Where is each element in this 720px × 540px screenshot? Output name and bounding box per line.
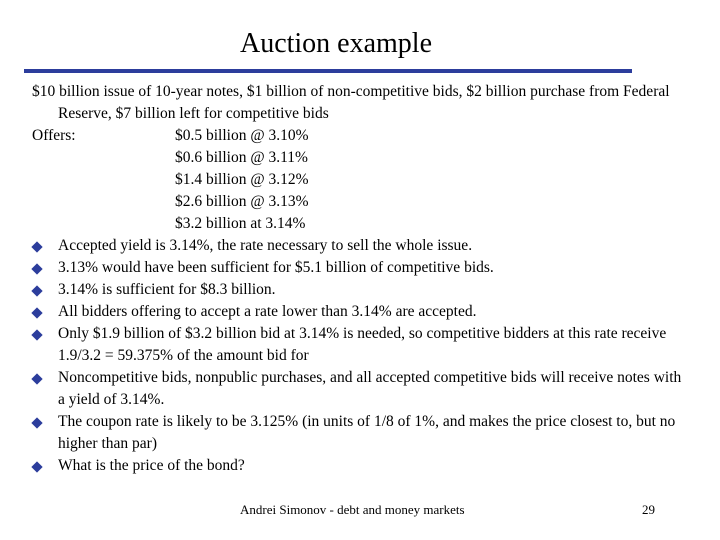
- bullet-text: What is the price of the bond?: [58, 457, 245, 474]
- offers-label: Offers:: [32, 127, 76, 144]
- slide-body: [32, 81, 692, 477]
- bullet-item: [32, 367, 692, 411]
- offers-row: [32, 191, 692, 213]
- bullet-text: 3.14% is sufficient for $8.3 billion.: [58, 281, 276, 298]
- diamond-bullet-icon: [31, 307, 42, 318]
- intro-paragraph: $10 billion issue of 10-year notes, $1 billion of non-competitive bids, $2 billion purchase from Federal Reserve, $7 billion left for competitive bids: [32, 83, 670, 122]
- bullet-text: All bidders offering to accept a rate lower than 3.14% are accepted.: [58, 303, 477, 320]
- offer-item: $0.5 billion @ 3.10%: [175, 127, 309, 144]
- bullet-text: Only $1.9 billion of $3.2 billion bid at 3.14% is needed, so competitive bidders at this rate receive 1.9/3.2 = 59.375% of the amount bid for: [58, 325, 667, 364]
- bullet-text: Noncompetitive bids, nonpublic purchases, and all accepted competitive bids will receive notes with a yield of 3.14%.: [58, 369, 682, 408]
- bullet-text: 3.13% would have been sufficient for $5.1 billion of competitive bids.: [58, 259, 494, 276]
- bullet-item: [32, 455, 692, 477]
- offers-row: [32, 169, 692, 191]
- slide-title: Auction example: [239, 28, 433, 59]
- bullet-item: [32, 235, 692, 257]
- diamond-bullet-icon: [31, 329, 42, 340]
- diamond-bullet-icon: [31, 263, 42, 274]
- offer-item: $0.6 billion @ 3.11%: [175, 149, 308, 166]
- bullet-item: [32, 257, 692, 279]
- bullet-item: [32, 301, 692, 323]
- diamond-bullet-icon: [31, 417, 42, 428]
- offer-item: $3.2 billion at 3.14%: [175, 215, 306, 232]
- bullet-list: [32, 235, 692, 477]
- bullet-item: [32, 279, 692, 301]
- page-number: 29: [642, 502, 655, 517]
- bullet-item: [32, 323, 692, 367]
- offer-item: $1.4 billion @ 3.12%: [175, 171, 309, 188]
- offers-row: [32, 213, 692, 235]
- offers-row: [32, 125, 692, 147]
- offers-row: [32, 147, 692, 169]
- diamond-bullet-icon: [31, 461, 42, 472]
- bullet-text: Accepted yield is 3.14%, the rate necessary to sell the whole issue.: [58, 237, 473, 254]
- diamond-bullet-icon: [31, 285, 42, 296]
- offer-item: $2.6 billion @ 3.13%: [175, 193, 309, 210]
- diamond-bullet-icon: [31, 241, 42, 252]
- diamond-bullet-icon: [31, 373, 42, 384]
- bullet-item: [32, 411, 692, 455]
- footer-text: Andrei Simonov - debt and money markets: [240, 502, 465, 517]
- title-underline: [24, 69, 632, 73]
- bullet-text: The coupon rate is likely to be 3.125% (in units of 1/8 of 1%, and makes the price closest to, but no higher than par): [58, 413, 676, 452]
